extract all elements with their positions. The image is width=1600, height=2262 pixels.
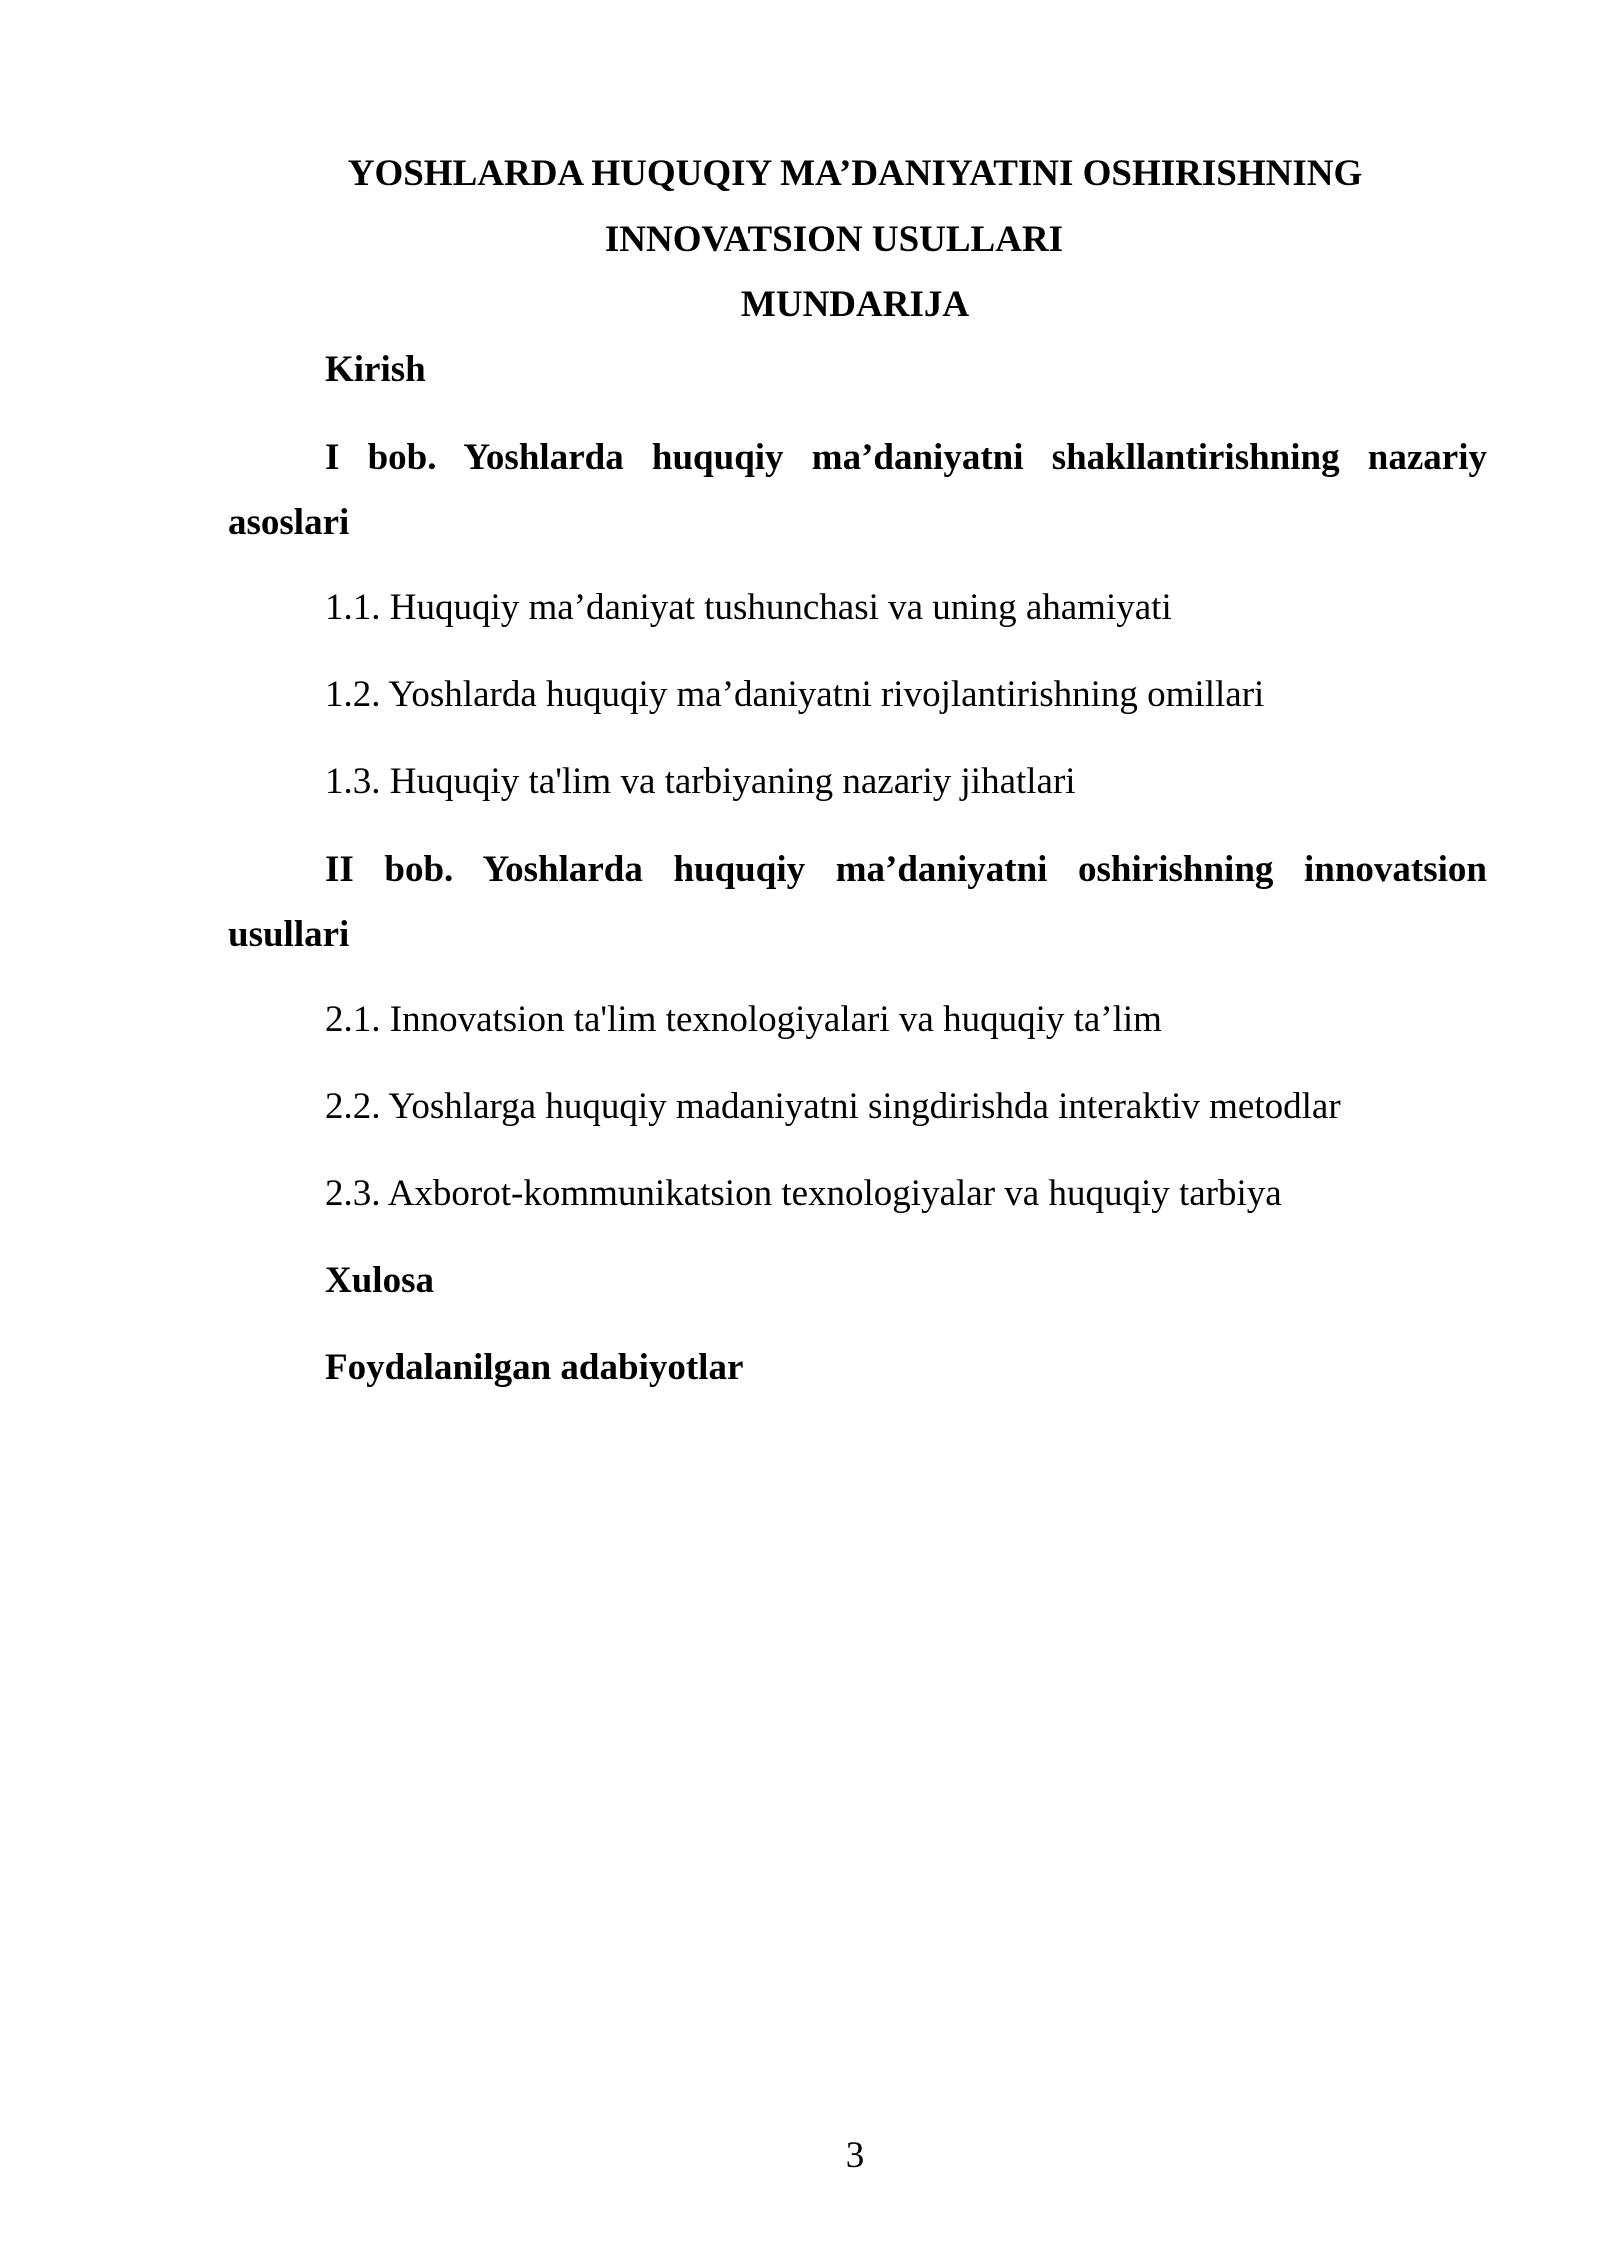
toc-chapter-2	[228, 837, 1487, 967]
toc-chapter-1-title-cont: asoslari	[228, 502, 350, 543]
toc-chapter-2-title-cont: usullari	[228, 914, 350, 955]
toc-chapter-2-title: II bob. Yoshlarda huquqiy ma’daniyatni oshirishning innovatsion	[325, 849, 1487, 890]
document-title-line-2: INNOVATSION USULLARI	[604, 219, 1064, 260]
toc-intro: Kirish	[325, 349, 426, 390]
toc-conclusion: Xulosa	[325, 1260, 434, 1301]
toc-section-1-3: 1.3. Huquqiy ta'lim va tarbiyaning nazariy jihatlari	[325, 761, 1076, 802]
toc-section-1-2: 1.2. Yoshlarda huquqiy ma’daniyatni rivojlantirishning omillari	[325, 674, 1265, 715]
document-title-line-1: YOSHLARDA HUQUQIY MA’DANIYATINI OSHIRISHNING	[347, 153, 1363, 194]
page-number: 3	[845, 2135, 865, 2176]
toc-section-2-2: 2.2. Yoshlarga huquqiy madaniyatni singdirishda interaktiv metodlar	[325, 1086, 1341, 1127]
toc-chapter-1-title: I bob. Yoshlarda huquqiy ma’daniyatni shakllantirishning nazariy	[325, 437, 1487, 478]
toc-section-2-3: 2.3. Axborot-kommunikatsion texnologiyalar va huquqiy tarbiya	[325, 1173, 1282, 1214]
toc-chapter-1	[228, 425, 1487, 555]
toc-references: Foydalanilgan adabiyotlar	[325, 1347, 744, 1388]
toc-section-2-1: 2.1. Innovatsion ta'lim texnologiyalari va huquqiy ta’lim	[325, 999, 1162, 1040]
toc-section-1-1: 1.1. Huquqiy ma’daniyat tushunchasi va uning ahamiyati	[325, 587, 1172, 628]
toc-heading: MUNDARIJA	[740, 284, 970, 325]
